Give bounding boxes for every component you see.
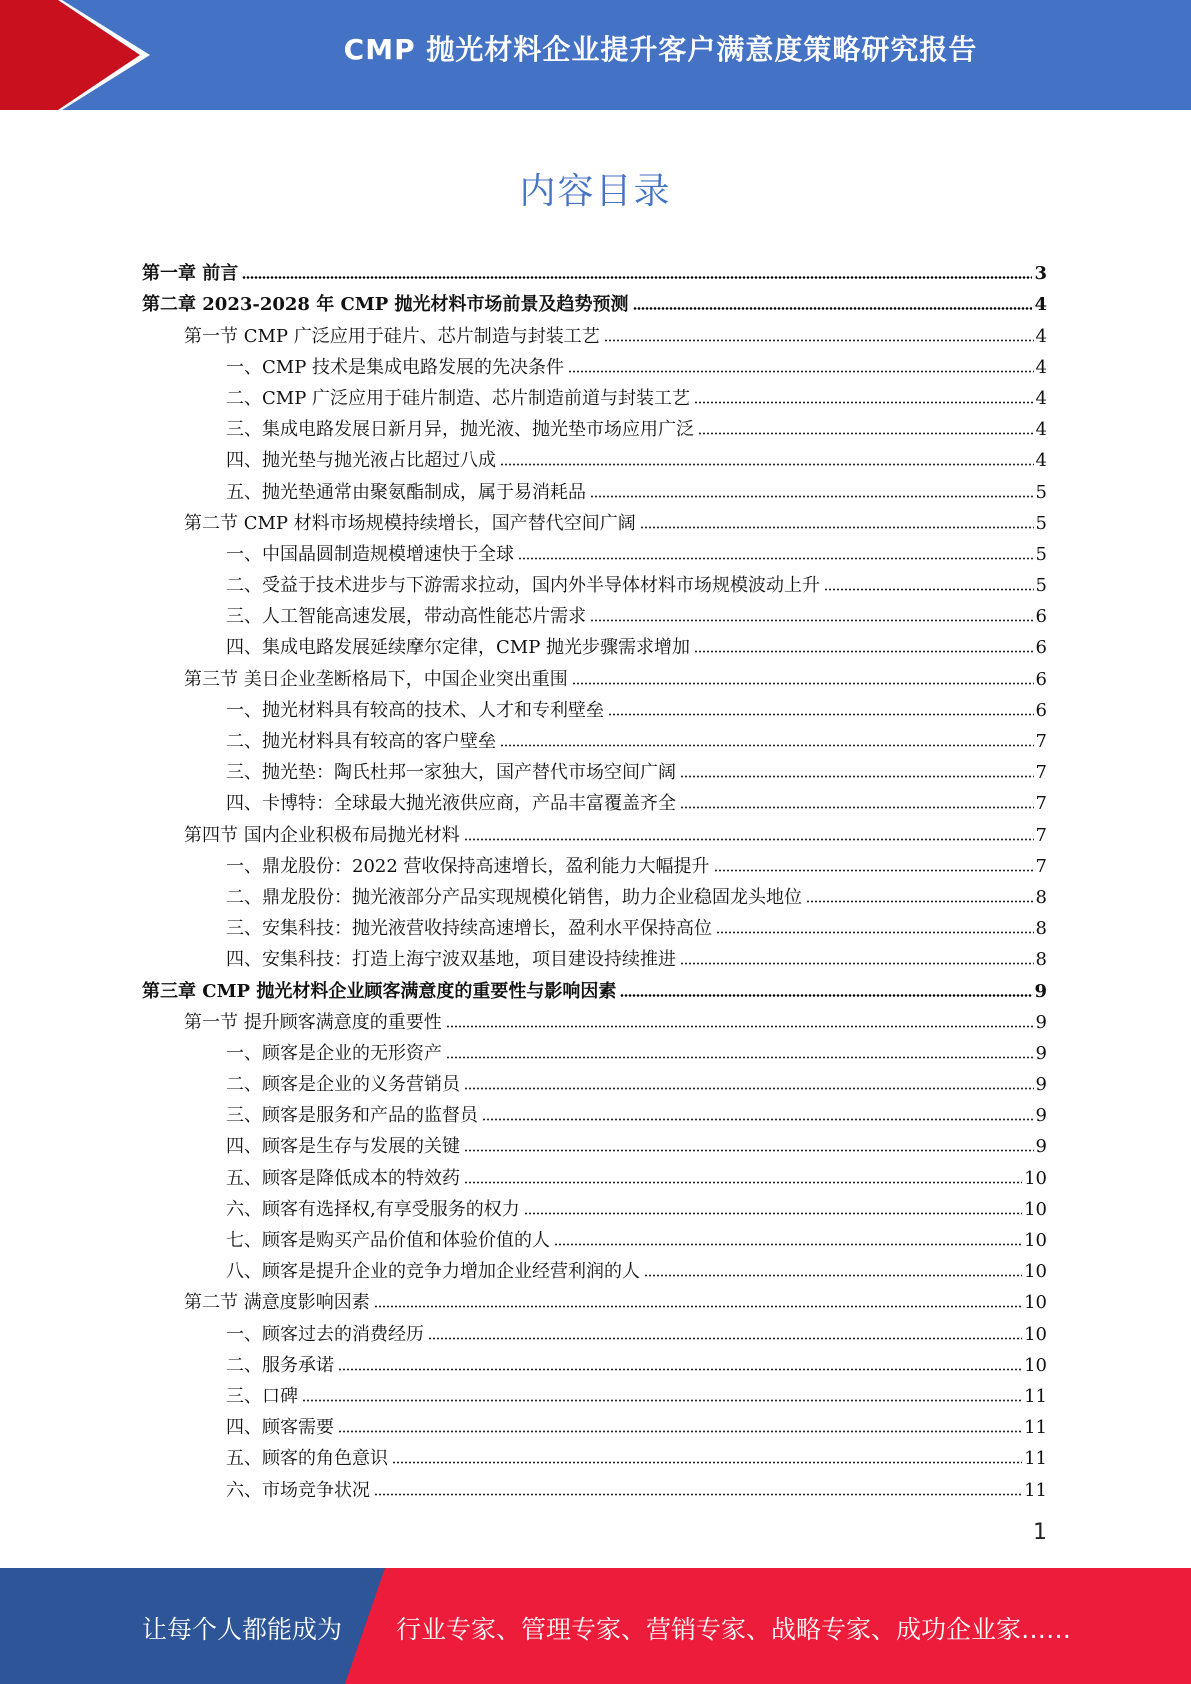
toc-dot-leader	[806, 899, 1034, 904]
toc-entry[interactable]	[142, 909, 1047, 940]
toc-entry-title: 四、卡博特：全球最大抛光液供应商，产品丰富覆盖齐全	[226, 793, 676, 815]
toc-entry[interactable]	[142, 504, 1047, 535]
toc-entry-page: 11	[1024, 1479, 1047, 1501]
toc-dot-leader	[694, 649, 1034, 654]
toc-dot-leader	[482, 1117, 1034, 1122]
toc-entry-title: 八、顾客是提升企业的竞争力增加企业经营利润的人	[226, 1261, 640, 1283]
toc-entry[interactable]	[142, 1190, 1047, 1221]
page-header	[0, 0, 1191, 110]
toc-entry-page: 9	[1034, 980, 1047, 1002]
toc-entry[interactable]	[142, 410, 1047, 441]
toc-entry-title: 四、抛光垫与抛光液占比超过八成	[226, 450, 496, 472]
toc-entry-title: 第二节 CMP 材料市场规模持续增长，国产替代空间广阔	[184, 512, 636, 534]
toc-entry[interactable]	[142, 1252, 1047, 1283]
toc-dot-leader	[716, 930, 1034, 935]
toc-entry[interactable]	[142, 847, 1047, 878]
toc-entry[interactable]	[142, 659, 1047, 690]
toc-dot-leader	[568, 369, 1034, 374]
toc-dot-leader	[428, 1336, 1022, 1341]
toc-entry-title: 二、服务承诺	[226, 1354, 334, 1376]
toc-entry-page: 6	[1035, 699, 1047, 721]
toc-entry-title: 三、集成电路发展日新月异，抛光液、抛光垫市场应用广泛	[226, 419, 694, 441]
toc-entry[interactable]	[142, 1377, 1047, 1408]
toc-dot-leader	[518, 556, 1034, 561]
footer-slogan-right: 行业专家、管理专家、营销专家、战略专家、成功企业家……	[396, 1615, 1072, 1644]
toc-entry-title: 三、顾客是服务和产品的监督员	[226, 1105, 478, 1127]
toc-entry-title: 三、抛光垫：陶氏杜邦一家独大，国产替代市场空间广阔	[226, 762, 676, 784]
toc-entry-title: 四、顾客需要	[226, 1417, 334, 1439]
toc-entry-page: 10	[1024, 1230, 1047, 1251]
toc-entry-title: 第四节 国内企业积极布局抛光材料	[184, 824, 460, 846]
toc-entry[interactable]	[142, 1034, 1047, 1065]
toc-entry-page: 6	[1035, 668, 1047, 690]
toc-entry-page: 9	[1035, 1105, 1047, 1127]
toc-dot-leader	[698, 431, 1034, 436]
toc-dot-leader	[640, 525, 1034, 530]
toc-entry-page: 11	[1024, 1417, 1047, 1439]
toc-dot-leader	[620, 993, 1032, 998]
toc-entry-title: 四、安集科技：打造上海宁波双基地，项目建设持续推进	[226, 949, 676, 971]
toc-entry-page: 11	[1024, 1385, 1047, 1407]
toc-entry[interactable]	[142, 316, 1047, 347]
toc-entry-title: 二、鼎龙股份：抛光液部分产品实现规模化销售，助力企业稳固龙头地位	[226, 886, 802, 908]
toc-entry-title: 二、CMP 广泛应用于硅片制造、芯片制造前道与封装工艺	[226, 387, 691, 409]
toc-dot-leader	[694, 400, 1034, 405]
toc-entry-title: 三、口碑	[226, 1385, 298, 1407]
toc-entry[interactable]	[142, 815, 1047, 846]
toc-entry-title: 第二章 2023-2028 年 CMP 抛光材料市场前景及趋势预测	[142, 294, 629, 316]
toc-entry[interactable]	[142, 1221, 1047, 1252]
toc-entry-title: 五、顾客的角色意识	[226, 1448, 388, 1470]
toc-entry-title: 第三节 美日企业垄断格局下，中国企业突出重围	[184, 668, 568, 690]
toc-entry-title: 第一节 CMP 广泛应用于硅片、芯片制造与封装工艺	[184, 325, 600, 347]
toc-entry-page: 7	[1035, 762, 1047, 784]
toc-dot-leader	[680, 774, 1034, 779]
toc-entry-page: 8	[1035, 886, 1047, 908]
toc-entry-title: 五、抛光垫通常由聚氨酯制成，属于易消耗品	[226, 481, 586, 503]
toc-dot-leader	[374, 1304, 1022, 1309]
toc-entry-page: 8	[1035, 918, 1047, 940]
toc-entry-title: 六、市场竞争状况	[226, 1479, 370, 1501]
toc-entry-page: 9	[1035, 1042, 1047, 1064]
toc-entry-title: 一、中国晶圆制造规模增速快于全球	[226, 543, 514, 565]
toc-entry[interactable]	[142, 691, 1047, 722]
toc-entry[interactable]	[142, 753, 1047, 784]
toc-entry-page: 11	[1024, 1448, 1047, 1470]
toc-entry-title: 四、顾客是生存与发展的关键	[226, 1136, 460, 1158]
toc-dot-leader	[500, 743, 1034, 748]
toc-entry[interactable]	[142, 1003, 1047, 1034]
toc-entry-page: 5	[1035, 575, 1047, 597]
toc-entry[interactable]	[142, 722, 1047, 753]
toc-entry-page: 10	[1024, 1323, 1047, 1345]
toc-entry[interactable]	[142, 1127, 1047, 1158]
toc-entry-page: 4	[1035, 419, 1047, 441]
toc-entry-page: 6	[1035, 606, 1047, 628]
toc-dot-leader	[464, 837, 1034, 842]
toc-dot-leader	[680, 961, 1034, 966]
toc-dot-leader	[392, 1460, 1022, 1465]
toc-dot-leader	[464, 1180, 1022, 1185]
toc-entry-title: 一、抛光材料具有较高的技术、人才和专利壁垒	[226, 699, 604, 721]
toc-entry-page: 4	[1035, 356, 1047, 378]
toc-entry-page: 10	[1024, 1198, 1047, 1220]
toc-dot-leader	[824, 587, 1034, 592]
toc-entry-page: 4	[1035, 387, 1047, 409]
toc-dot-leader	[338, 1367, 1022, 1372]
toc-entry-page: 10	[1024, 1354, 1047, 1376]
toc-entry-page: 3	[1034, 263, 1047, 285]
toc-entry[interactable]	[142, 628, 1047, 659]
toc-entry[interactable]	[142, 1283, 1047, 1314]
toc-entry-title: 二、抛光材料具有较高的客户壁垒	[226, 731, 496, 752]
toc-dot-leader	[464, 1148, 1034, 1153]
toc-entry-title: 四、集成电路发展延续摩尔定律，CMP 抛光步骤需求增加	[226, 637, 691, 659]
toc-entry[interactable]	[142, 1158, 1047, 1189]
toc-entry[interactable]	[142, 1470, 1047, 1501]
toc-entry[interactable]	[142, 566, 1047, 597]
toc-dot-leader	[464, 1086, 1034, 1091]
toc-entry-page: 10	[1024, 1292, 1047, 1314]
toc-entry-page: 9	[1035, 1074, 1047, 1096]
page-number: 1	[1033, 1520, 1047, 1545]
toc-entry-title: 六、顾客有选择权,有享受服务的权力	[226, 1198, 520, 1220]
toc-entry[interactable]	[142, 441, 1047, 472]
toc-entry[interactable]	[142, 535, 1047, 566]
toc-entry[interactable]	[142, 1096, 1047, 1127]
toc-entry-page: 10	[1024, 1261, 1047, 1283]
toc-entry-title: 三、安集科技：抛光液营收持续高速增长，盈利水平保持高位	[226, 918, 712, 940]
toc-entry-page: 9	[1035, 1011, 1047, 1033]
toc-entry-title: 第二节 满意度影响因素	[184, 1292, 370, 1314]
toc-entry[interactable]	[142, 1346, 1047, 1377]
toc-dot-leader	[714, 868, 1034, 873]
toc-entry[interactable]	[142, 1314, 1047, 1345]
toc-entry-title: 三、人工智能高速发展，带动高性能芯片需求	[226, 606, 586, 628]
toc-entry-page: 9	[1035, 1136, 1047, 1158]
toc-entry-page: 7	[1035, 793, 1047, 815]
toc-entry[interactable]	[142, 285, 1047, 316]
toc-entry-title: 一、顾客是企业的无形资产	[226, 1042, 442, 1064]
toc-dot-leader	[374, 1492, 1022, 1497]
toc-entry[interactable]	[142, 1408, 1047, 1439]
toc-dot-leader	[590, 618, 1034, 623]
toc-entry[interactable]	[142, 472, 1047, 503]
toc-dot-leader	[338, 1429, 1022, 1434]
toc-entry-page: 7	[1035, 855, 1047, 877]
toc-entry-page: 5	[1035, 481, 1047, 503]
toc-entry[interactable]	[142, 597, 1047, 628]
toc-dot-leader	[633, 306, 1033, 311]
toc-entry-page: 5	[1035, 512, 1047, 534]
toc-entry-title: 第三章 CMP 抛光材料企业顾客满意度的重要性与影响因素	[142, 980, 617, 1002]
toc-entry[interactable]	[142, 254, 1047, 285]
toc-dot-leader	[302, 1398, 1022, 1403]
toc-entry-page: 10	[1024, 1167, 1047, 1189]
toc-dot-leader	[554, 1242, 1022, 1247]
footer-slogan-left: 让每个人都能成为	[142, 1615, 343, 1644]
toc-entry-title: 一、鼎龙股份：2022 营收保持高速增长，盈利能力大幅提升	[226, 855, 710, 877]
toc-entry-title: 一、顾客过去的消费经历	[226, 1323, 424, 1345]
toc-entry[interactable]	[142, 1065, 1047, 1096]
toc-entry-page: 6	[1035, 637, 1047, 659]
toc-entry-title: 一、CMP 技术是集成电路发展的先决条件	[226, 356, 565, 378]
toc-dot-leader	[608, 712, 1034, 717]
toc-entry-page: 8	[1035, 949, 1047, 971]
toc-dot-leader	[572, 681, 1034, 686]
toc-dot-leader	[242, 275, 1032, 280]
toc-entry-title: 第一节 提升顾客满意度的重要性	[184, 1011, 442, 1033]
toc-entry-page: 4	[1035, 325, 1047, 347]
toc-entry[interactable]	[142, 348, 1047, 379]
toc-dot-leader	[500, 462, 1034, 467]
report-title: CMP 抛光材料企业提升客户满意度策略研究报告	[343, 33, 978, 66]
toc-heading: 内容目录	[519, 171, 672, 212]
toc-entry[interactable]	[142, 784, 1047, 815]
toc-entry-title: 二、受益于技术进步与下游需求拉动，国内外半导体材料市场规模波动上升	[226, 575, 820, 597]
toc-entry[interactable]	[142, 379, 1047, 410]
toc-entry-page: 4	[1034, 294, 1047, 316]
toc-entry-title: 五、顾客是降低成本的特效药	[226, 1167, 460, 1189]
toc-dot-leader	[590, 494, 1034, 499]
toc-entry[interactable]	[142, 940, 1047, 971]
toc-entry-title: 第一章 前言	[142, 263, 239, 285]
toc-entry-page: 7	[1035, 824, 1047, 846]
toc-entry[interactable]	[142, 971, 1047, 1002]
toc-dot-leader	[446, 1055, 1034, 1060]
table-of-contents	[142, 254, 1047, 1502]
toc-entry-title: 二、顾客是企业的义务营销员	[226, 1074, 460, 1096]
toc-entry[interactable]	[142, 1439, 1047, 1470]
page-footer	[0, 1568, 1191, 1684]
toc-entry-page: 5	[1035, 543, 1047, 565]
toc-entry-title: 七、顾客是购买产品价值和体验价值的人	[226, 1230, 550, 1251]
toc-dot-leader	[446, 1024, 1034, 1029]
toc-dot-leader	[644, 1273, 1022, 1278]
toc-dot-leader	[524, 1211, 1022, 1216]
toc-dot-leader	[680, 805, 1034, 810]
toc-dot-leader	[604, 338, 1034, 343]
toc-entry[interactable]	[142, 878, 1047, 909]
toc-entry-page: 4	[1035, 450, 1047, 472]
toc-entry-page: 7	[1035, 731, 1047, 752]
